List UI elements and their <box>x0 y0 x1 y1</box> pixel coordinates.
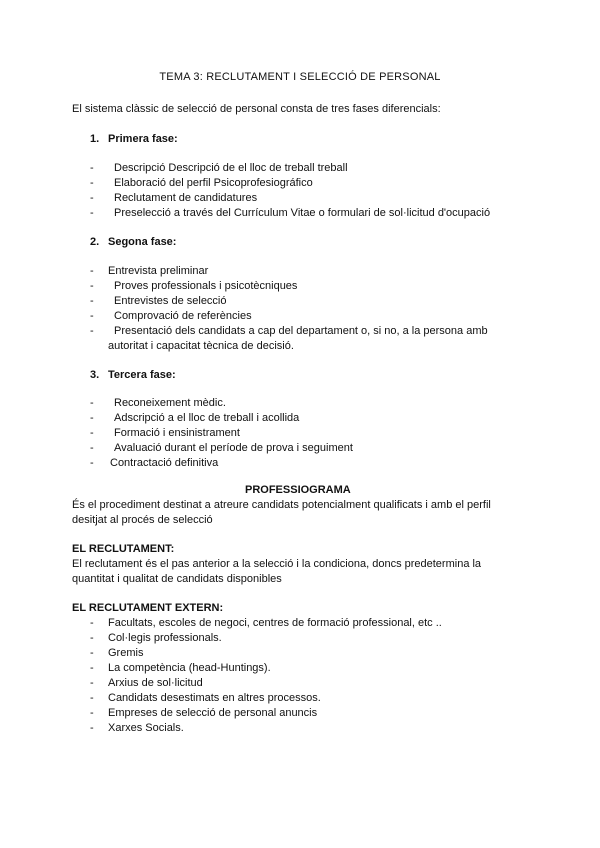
page-title: TEMA 3: RECLUTAMENT I SELECCIÓ DE PERSONAL <box>159 71 441 83</box>
phase-2-heading: Segona fase: <box>108 236 177 248</box>
list-item: Reclutament de candidatures <box>114 192 258 204</box>
list-item: Proves professionals i psicotècniques <box>114 280 298 292</box>
list-item: Reconeixement mèdic. <box>114 397 226 409</box>
bullet-dash: - <box>90 162 94 174</box>
list-item: Candidats desestimats en altres processos. <box>108 692 321 704</box>
bullet-dash: - <box>90 632 94 644</box>
bullet-dash: - <box>90 310 94 322</box>
bullet-dash: - <box>90 177 94 189</box>
list-item: La competència (head-Huntings). <box>108 662 271 674</box>
list-item: Facultats, escoles de negoci, centres de formació professional, etc .. <box>108 617 442 629</box>
bullet-dash: - <box>90 412 94 424</box>
phase-3-heading: Tercera fase: <box>108 369 176 381</box>
list-item: Comprovació de referències <box>114 310 252 322</box>
list-item: Empreses de selecció de personal anuncis <box>108 707 318 719</box>
phase-1-number: 1. <box>90 133 100 145</box>
list-item: Entrevistes de selecció <box>114 295 227 307</box>
bullet-dash: - <box>90 677 94 689</box>
professiograma-text-line-2: desitjat al procés de selecció <box>72 514 213 526</box>
professiograma-heading: PROFESSIOGRAMA <box>245 484 351 496</box>
bullet-dash: - <box>90 280 94 292</box>
reclutament-text-line-2: quantitat i qualitat de candidats disponibles <box>72 573 282 585</box>
list-item: Adscripció a el lloc de treball i acollida <box>114 412 300 424</box>
bullet-dash: - <box>90 692 94 704</box>
list-item: Presentació dels candidats a cap del departament o, si no, a la persona amb <box>114 325 488 337</box>
bullet-dash: - <box>90 427 94 439</box>
bullet-dash: - <box>90 295 94 307</box>
list-item-continuation: autoritat i capacitat tècnica de decisió. <box>108 340 294 352</box>
intro-text: El sistema clàssic de selecció de personal consta de tres fases diferencials: <box>72 103 441 115</box>
reclutament-text-line-1: El reclutament és el pas anterior a la selecció i la condiciona, doncs predetermina la <box>72 558 482 570</box>
bullet-dash: - <box>90 265 94 277</box>
list-item: Entrevista preliminar <box>108 265 209 277</box>
bullet-dash: - <box>90 442 94 454</box>
bullet-dash: - <box>90 192 94 204</box>
bullet-dash: - <box>90 457 94 469</box>
list-item: Descripció Descripció de el lloc de treball treball <box>114 162 348 174</box>
list-item: Arxius de sol·licitud <box>108 677 203 689</box>
bullet-dash: - <box>90 397 94 409</box>
list-item: Formació i ensinistrament <box>114 427 240 439</box>
phase-1-heading: Primera fase: <box>108 133 178 145</box>
bullet-dash: - <box>90 722 94 734</box>
list-item: Col·legis professionals. <box>108 632 222 644</box>
professiograma-text-line-1: És el procediment destinat a atreure candidats potencialment qualificats i amb el perfil <box>72 499 491 511</box>
list-item: Avaluació durant el període de prova i seguiment <box>114 442 353 454</box>
bullet-dash: - <box>90 647 94 659</box>
bullet-dash: - <box>90 707 94 719</box>
list-item: Xarxes Socials. <box>108 722 184 734</box>
bullet-dash: - <box>90 207 94 219</box>
bullet-dash: - <box>90 617 94 629</box>
list-item: Contractació definitiva <box>110 457 219 469</box>
list-item: Elaboració del perfil Psicoprofesiográfico <box>114 177 313 189</box>
extern-heading: EL RECLUTAMENT EXTERN: <box>72 602 224 614</box>
bullet-dash: - <box>90 662 94 674</box>
reclutament-heading: EL RECLUTAMENT: <box>72 543 175 555</box>
list-item: Preselecció a través del Currículum Vitae o formulari de sol·licitud d'ocupació <box>114 207 491 219</box>
phase-2-number: 2. <box>90 236 100 248</box>
phase-3-number: 3. <box>90 369 100 381</box>
list-item: Gremis <box>108 647 144 659</box>
bullet-dash: - <box>90 325 94 337</box>
